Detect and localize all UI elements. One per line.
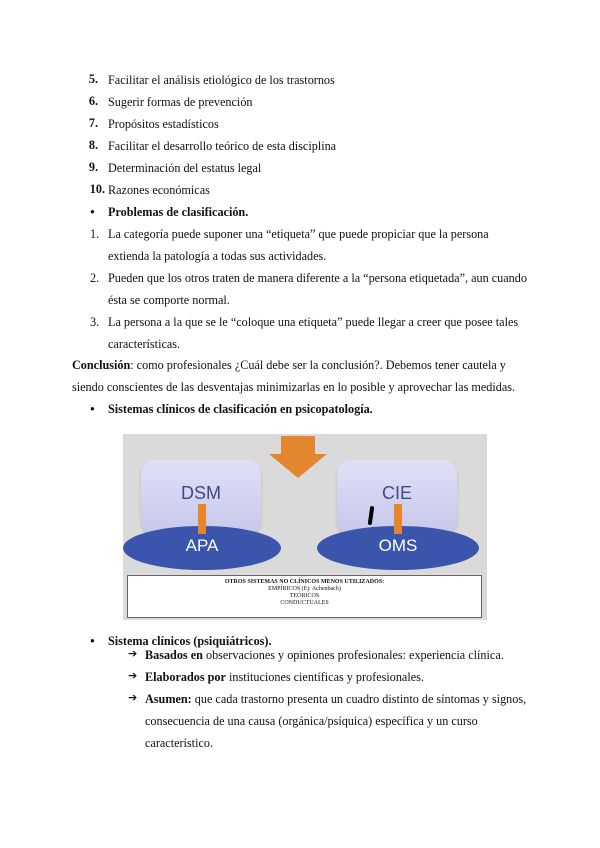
classification-systems-diagram	[123, 434, 487, 620]
other-systems-box	[127, 575, 482, 618]
conclusion-paragraph-line2: siendo conscientes de las desventajas minimizarlas en lo posible y aprovechar las medidas.	[72, 380, 516, 394]
clinical-item	[145, 691, 526, 707]
list-number: 2.	[90, 271, 100, 285]
cie-label: CIE	[381, 483, 412, 503]
list-number: 8.	[88, 138, 98, 152]
arrow-right-icon: ➔	[128, 691, 138, 704]
section-heading-problems: Problemas de clasificación.	[108, 205, 249, 219]
clinical-item-text: instituciones científicas y profesionales.	[225, 670, 424, 684]
list-item-continued: ésta se comporte normal.	[108, 293, 230, 307]
other-systems-title: OTROS SISTEMAS NO CLÍNICOS MENOS UTILIZADOS:	[224, 579, 385, 585]
list-number: 5.	[88, 72, 98, 86]
apa-label: APA	[185, 536, 219, 555]
list-number: 3.	[90, 315, 100, 329]
list-number: 10.	[89, 182, 105, 196]
list-item: Sugerir formas de prevención	[108, 95, 253, 109]
list-number: 1.	[90, 227, 100, 241]
clinical-item-continued: consecuencia de una causa (orgánica/psíquica) específica y un curso	[145, 714, 478, 728]
section-heading-systems: Sistemas clínicos de clasificación en psicopatología.	[108, 402, 373, 416]
list-item: Facilitar el desarrollo teórico de esta disciplina	[108, 139, 337, 153]
section-heading-clinical: Sistema clínicos (psiquiátricos).	[108, 634, 272, 648]
list-number: 7.	[88, 116, 98, 130]
clinical-item-text: que cada trastorno presenta un cuadro distinto de síntomas y signos,	[191, 692, 527, 706]
oms-label: OMS	[378, 536, 418, 555]
connector	[198, 504, 206, 534]
arrow-right-icon: ➔	[128, 669, 138, 682]
list-item: Pueden que los otros traten de manera diferente a la “persona etiquetada”, aun cuando	[108, 271, 527, 285]
clinical-item-text: observaciones y opiniones profesionales: experiencia clínica.	[202, 648, 504, 662]
clinical-item-continued: característico.	[145, 736, 214, 750]
list-item: Propósitos estadísticos	[108, 117, 219, 131]
list-number: 6.	[88, 94, 98, 108]
other-systems-item: TEÓRICOS	[289, 593, 320, 599]
clinical-item-label: Basados en	[145, 648, 203, 662]
down-arrow-icon	[269, 436, 327, 478]
list-item: La categoría puede suponer una “etiqueta” que puede propiciar que la persona	[108, 227, 489, 241]
clinical-item	[145, 669, 424, 685]
list-item: Determinación del estatus legal	[108, 161, 262, 175]
bullet-icon: ●	[90, 404, 95, 413]
list-item-continued: características.	[108, 337, 181, 351]
conclusion-label: Conclusión	[72, 358, 131, 372]
arrow-right-icon: ➔	[128, 647, 138, 660]
list-item: Razones económicas	[108, 183, 210, 197]
bullet-icon: ●	[90, 207, 95, 216]
conclusion-text: : como profesionales ¿Cuál debe ser la conclusión?. Debemos tener cautela y	[130, 358, 506, 372]
list-number: 9.	[88, 160, 98, 174]
bullet-icon: ●	[90, 636, 95, 645]
dsm-label: DSM	[181, 483, 221, 503]
clinical-item	[145, 647, 504, 663]
list-item-continued: extienda la patología a todas sus actividades.	[108, 249, 327, 263]
list-item: Facilitar el análisis etiológico de los trastornos	[108, 73, 335, 87]
clinical-item-label: Elaborados por	[145, 670, 226, 684]
clinical-item-label: Asumen:	[145, 692, 192, 706]
conclusion-paragraph	[72, 357, 506, 373]
other-systems-item: CONDUCTUALES	[280, 600, 329, 606]
connector	[394, 504, 402, 534]
other-systems-item: EMPÍRICOS (Ej: Achenbach)	[268, 586, 341, 592]
list-item: La persona a la que se le “coloque una etiqueta” puede llegar a creer que posee tales	[108, 315, 519, 329]
